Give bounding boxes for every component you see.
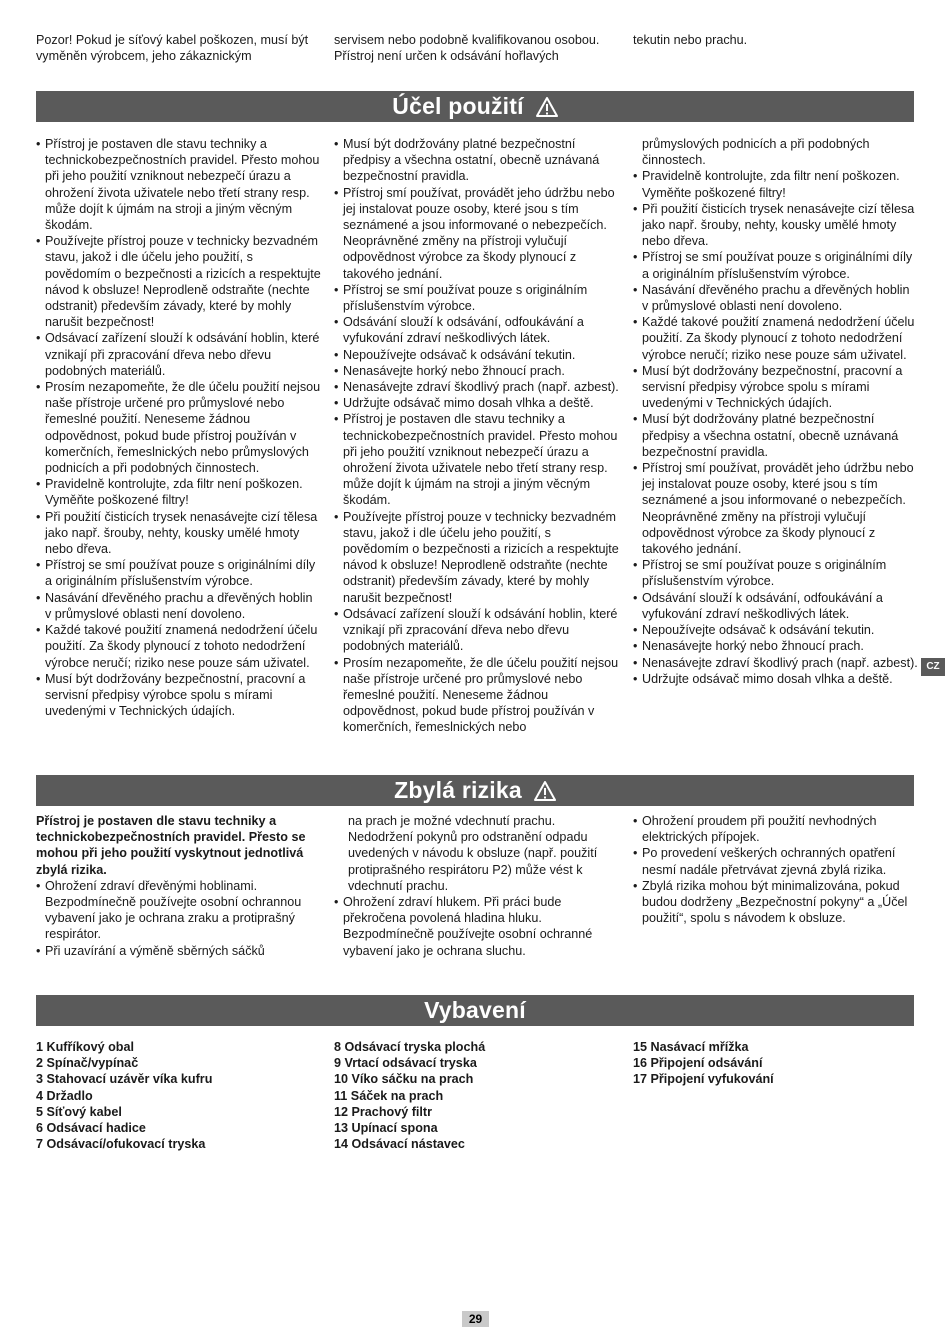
page-number: 29	[462, 1311, 489, 1327]
rizika-col2	[334, 813, 619, 959]
list-item: • Přístroj smí používat, provádět jeho údržbu nebo jej instalovat pouze osoby, které jsou s tím seznámené a jsou informované o nebezpečích. Neoprávněné změny na přístroji vylučují odpovědnost výrobce za škody plynoucí z takového jednání.	[334, 185, 619, 282]
list-item: • Prosím nezapomeňte, že dle účelu použití nejsou naše přístroje určené pro průmyslové nebo řemeslné použití. Neneseme žádnou odpovědnost, pokud bude přístroj používán v komerčních, řemeslnických nebo průmyslových podnicích a při podobných činnostech.	[36, 379, 321, 476]
ucel-list-col2	[334, 136, 619, 736]
list-item: • Ohrožení proudem při použití nevhodných elektrických přípojek.	[633, 813, 918, 845]
list-item: • Musí být dodržovány bezpečnostní, pracovní a servisní předpisy výrobce spolu s mírami uvedenými v Technických údajích.	[633, 363, 918, 412]
list-item: • Musí být dodržovány platné bezpečnostní předpisy a všechna ostatní, obecně uznávaná bezpečnostní pravidla.	[334, 136, 619, 185]
part-item: 13 Upínací spona	[334, 1121, 438, 1136]
warning-triangle-icon	[536, 96, 558, 118]
part-item: 11 Sáček na prach	[334, 1088, 444, 1103]
ucel-col3	[633, 136, 918, 687]
part-item: 5 Síťový kabel	[36, 1104, 122, 1119]
list-item: • Nenasávejte horký nebo žhnoucí prach.	[334, 363, 619, 379]
list-item: • Nepoužívejte odsávač k odsávání tekutin.	[633, 622, 918, 638]
list-item: • Přístroj smí používat, provádět jeho údržbu nebo jej instalovat pouze osoby, které jsou s tím seznámené a jsou informované o nebezpečích. Neoprávněné změny na přístroji vylučují odpovědnost výrobce za škody plynoucí z takového jednání.	[633, 460, 918, 557]
ucel-col3-lead: průmyslových podnicích a při podobných činnostech.	[642, 137, 870, 168]
section-title-rizika: Zbylá rizika	[394, 777, 522, 804]
rizika-col1	[36, 813, 321, 959]
list-item: • Nenasávejte zdraví škodlivý prach (např. azbest).	[633, 655, 918, 671]
part-item: 12 Prachový filtr	[334, 1104, 432, 1119]
list-item: • Nasávání dřevěného prachu a dřevěných hoblin v průmyslové oblasti není dovoleno.	[633, 282, 918, 314]
list-item: • Při použití čisticích trysek nenasávejte cizí tělesa jako např. šrouby, nehty, kousky umělé hmoty nebo dřeva.	[36, 509, 321, 558]
language-tab: CZ	[921, 658, 945, 676]
list-item: • Udržujte odsávač mimo dosah vlhka a deště.	[334, 395, 619, 411]
part-item: 14 Odsávací nástavec	[334, 1137, 465, 1152]
part-item: 17 Připojení vyfukování	[633, 1072, 774, 1087]
list-item: • Zbylá rizika mohou být minimalizována, pokud budou dodrženy „Bezpečnostní pokyny“ a „Účel použití“, spolu s návodem k obsluze.	[633, 878, 918, 927]
section-band-vybaveni	[36, 995, 914, 1026]
list-item: • Udržujte odsávač mimo dosah vlhka a deště.	[633, 671, 918, 687]
part-item: 10 Víko sáčku na prach	[334, 1072, 474, 1087]
section-title-ucel: Účel použití	[392, 93, 524, 120]
list-item: • Odsávací zařízení slouží k odsávání hoblin, které vznikají při zpracování dřeva nebo dřevu podobných materiálů.	[36, 330, 321, 379]
part-item: 3 Stahovací uzávěr víka kufru	[36, 1072, 213, 1087]
list-item: • Používejte přístroj pouze v technicky bezvadném stavu, jakož i dle účelu jeho použití, s povědomím o bezpečnosti a rizicích a respektujte návod k obsluze! Neprodleně odstraňte (nechte odstranit) především závady, které by mohly narušit bezpečnost!	[334, 509, 619, 606]
list-item: • Odsávání slouží k odsávání, odfoukávání a vyfukování zdraví neškodlivých látek.	[633, 590, 918, 622]
part-item: 15 Nasávací mřížka	[633, 1040, 749, 1054]
part-item: 1 Kufříkový obal	[36, 1040, 134, 1054]
list-item: • Přístroj je postaven dle stavu techniky a technickobezpečnostních pravidel. Přesto mohou při jeho použití vzniknout nebezpečí úrazu a ohrožení života uživatele nebo třetí strany resp. může dojít k újmám na stroji a jiným věcným škodám.	[334, 411, 619, 508]
list-item: • Musí být dodržovány bezpečnostní, pracovní a servisní předpisy výrobce spolu s mírami uvedenými v Technických údajích.	[36, 671, 321, 720]
list-item: • Používejte přístroj pouze v technicky bezvadném stavu, jakož i dle účelu jeho použití, s povědomím o bezpečnosti a rizicích a respektujte návod k obsluze! Neprodleně odstraňte (nechte odstranit) především závady, které by mohly narušit bezpečnost!	[36, 233, 321, 330]
rizika-list-col1	[36, 878, 321, 959]
vybaveni-list-col1	[36, 1039, 321, 1152]
list-item: • Ohrožení zdraví dřevěnými hoblinami. Bezpodmínečně používejte osobní ochrannou vybavení jako je ochrana zraku a protiprašný respirátor.	[36, 878, 321, 943]
top-text-col2: servisem nebo podobně kvalifikovanou osobou. Přístroj není určen k odsávání hořlavých	[334, 33, 600, 64]
list-item: • Nenasávejte zdraví škodlivý prach (např. azbest).	[334, 379, 619, 395]
list-item: • Prosím nezapomeňte, že dle účelu použití nejsou naše přístroje určené pro průmyslové nebo řemeslné použití. Neneseme žádnou odpovědnost, pokud bude přístroj používán v komerčních, řemeslnických nebo	[334, 655, 619, 736]
top-text-col3: tekutin nebo prachu.	[633, 33, 748, 47]
ucel-list-col1	[36, 136, 321, 719]
ucel-list-col3	[633, 168, 918, 687]
list-item: • Pravidelně kontrolujte, zda filtr není poškozen. Vyměňte poškozené filtry!	[36, 476, 321, 508]
section-title-vybaveni: Vybavení	[424, 997, 526, 1024]
section-band-rizika	[36, 775, 914, 806]
vybaveni-list-col3	[633, 1039, 918, 1088]
list-item: • Každé takové použití znamená nedodržení účelu použití. Za škody plynoucí z tohoto nedodržení výrobce neručí; riziko nese pouze sám uživatel.	[36, 622, 321, 671]
top-text-col1: Pozor! Pokud je síťový kabel poškozen, musí být vyměněn výrobcem, jeho zákaznickým	[36, 33, 309, 64]
list-item: • Ohrožení zdraví hlukem. Při práci bude překročena povolená hladina hluku. Bezpodmínečně používejte osobní ochranné vybavení jako je ochrana sluchu.	[334, 894, 619, 959]
warning-triangle-icon	[534, 780, 556, 802]
part-item: 8 Odsávací tryska plochá	[334, 1040, 486, 1054]
list-item: • Každé takové použití znamená nedodržení účelu použití. Za škody plynoucí z tohoto nedodržení výrobce neručí; riziko nese pouze sám uživatel.	[633, 314, 918, 363]
list-item: • Přístroj je postaven dle stavu techniky a technickobezpečnostních pravidel. Přesto mohou při jeho použití vzniknout nebezpečí úrazu a ohrožení života uživatele nebo třetí strany resp. může dojít k újmám na stroji a jiným věcným škodám.	[36, 136, 321, 233]
list-item: • Přístroj se smí používat pouze s originálním příslušenstvím výrobce.	[334, 282, 619, 314]
part-item: 9 Vrtací odsávací tryska	[334, 1056, 477, 1071]
list-item: • Pravidelně kontrolujte, zda filtr není poškozen. Vyměňte poškozené filtry!	[633, 168, 918, 200]
list-item: • Nepoužívejte odsávač k odsávání tekutin.	[334, 347, 619, 363]
list-item: • Musí být dodržovány platné bezpečnostní předpisy a všechna ostatní, obecně uznávaná bezpečnostní pravidla.	[633, 411, 918, 460]
list-item: • Přístroj se smí používat pouze s originálními díly a originálním příslušenstvím výrobce.	[36, 557, 321, 589]
list-item: • Přístroj se smí používat pouze s originálními díly a originálním příslušenstvím výrobce.	[633, 249, 918, 281]
list-item: • Odsávací zařízení slouží k odsávání hoblin, které vznikají při zpracování dřeva nebo dřevu podobných materiálů.	[334, 606, 619, 655]
list-item: • Nenasávejte horký nebo žhnoucí prach.	[633, 638, 918, 654]
part-item: 4 Držadlo	[36, 1088, 93, 1103]
rizika-list-col2	[334, 894, 619, 959]
list-item: • Při použití čisticích trysek nenasávejte cizí tělesa jako např. šrouby, nehty, kousky umělé hmoty nebo dřeva.	[633, 201, 918, 250]
list-item: • Při uzavírání a výměně sběrných sáčků	[36, 943, 321, 959]
list-item: • Nasávání dřevěného prachu a dřevěných hoblin v průmyslové oblasti není dovoleno.	[36, 590, 321, 622]
list-item: • Odsávání slouží k odsávání, odfoukávání a vyfukování zdraví neškodlivých látek.	[334, 314, 619, 346]
part-item: 16 Připojení odsávání	[633, 1056, 763, 1071]
part-item: 2 Spínač/vypínač	[36, 1056, 139, 1071]
vybaveni-list-col2	[334, 1039, 619, 1152]
list-item: • Po provedení veškerých ochranných opatření nesmí nadále přetrvávat zjevná zbylá rizika.	[633, 845, 918, 877]
part-item: 7 Odsávací/ofukovací tryska	[36, 1137, 206, 1152]
list-item: • Přístroj se smí používat pouze s originálním příslušenstvím výrobce.	[633, 557, 918, 589]
rizika-list-col3	[633, 813, 918, 926]
rizika-col2-lead: na prach je možné vdechnutí prachu. Nedodržení pokynů pro odstranění odpadu uvedených v návodu k obsluze (např. použití protiprašného respirátoru P2) může vést k vdechnutí prachu.	[348, 814, 598, 893]
part-item: 6 Odsávací hadice	[36, 1121, 146, 1136]
section-band-ucel	[36, 91, 914, 122]
rizika-intro: Přístroj je postaven dle stavu techniky a technickobezpečnostních pravidel. Přesto se mohou při jeho použití vyskytnout jednotlivá zbylá rizika.	[36, 814, 306, 877]
